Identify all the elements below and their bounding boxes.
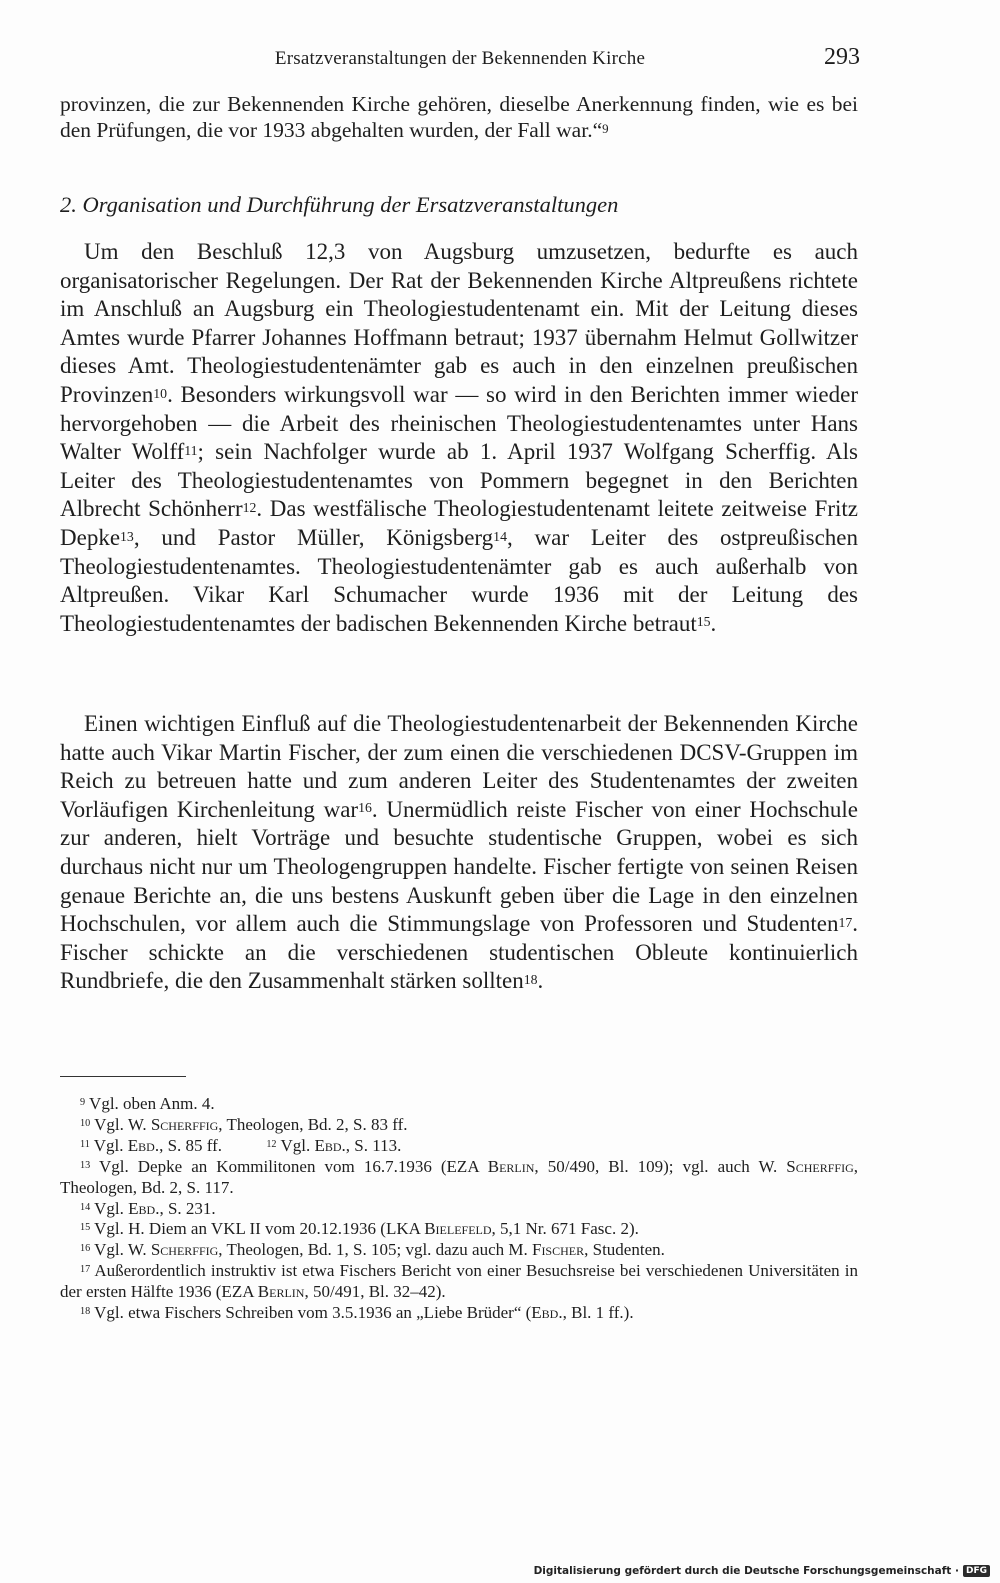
paragraph-text: . Besonders wirkungsvoll war — so wird in den Berichten immer wieder hervorgehoben — die Arbeit des rheinischen Theologiestudentenamtes unter Hans Walter Wolff [60, 381, 858, 465]
footnote-text: , 5,1 Nr. 671 Fasc. 2). [491, 1219, 639, 1239]
footnote-text: Außerordentlich instruktiv ist etwa Fischers Bericht von einer Besuchsreise bei verschiedenen Universitäten in der ersten Hälfte 1936 (EZA [60, 1261, 858, 1302]
footnote-ref: 12 [242, 499, 257, 515]
continuation-text: provinzen, die zur Bekennenden Kirche gehören, dieselbe Anerkennung finden, wie es bei den Prüfungen, die vor 1933 abgehalten wurden, der Fall war.“ [60, 92, 858, 142]
footnote-text: Vgl. W. [94, 1240, 151, 1260]
footnote-author: Scherffig [786, 1156, 854, 1176]
footnote-number: 10 [80, 1117, 91, 1129]
footnote-text: Vgl. [94, 1198, 129, 1218]
footnote [60, 1136, 858, 1157]
footnote-archive: Berlin [257, 1282, 305, 1302]
footnote-ref: 16 [358, 800, 372, 816]
page-number: 293 [824, 44, 860, 70]
footnote-text: , Theologen, Bd. 1, S. 105; vgl. dazu auch M. [218, 1240, 532, 1260]
footnote-text: Vgl. [93, 1135, 128, 1155]
footnote-text: , S. 85 ff. [159, 1135, 223, 1155]
footnote-author: Fischer [531, 1240, 585, 1260]
paragraph-text: ; sein Nachfolger wurde ab 1. April 1937 Wolfgang Scherffig. Als Leiter des Theologiestudentenamtes von Pommern begegnet in den Berichten Albrecht Schönherr [60, 439, 859, 522]
footnote-author: Scherffig [150, 1240, 219, 1260]
footnote-text: Vgl. [280, 1135, 315, 1155]
paragraph-text: , war Leiter des ostpreußischen Theologiestudentenamtes. Theologiestudentenämter gab es auch außerhalb von Altpreußen. Vikar Karl Schumacher wurde 1936 mit der Leitung des Theologiestudentenamtes der badischen Bekennenden Kirche betraut [60, 524, 858, 636]
footnote-text: , Bl. 1 ff.). [562, 1303, 634, 1323]
footnote-archive: Berlin [487, 1156, 535, 1176]
paragraph-text: , und Pastor Müller, Königsberg [133, 524, 494, 550]
footnote-author: Ebd. [128, 1198, 160, 1218]
footnote-ref: 14 [493, 528, 507, 544]
footnote-author: Ebd. [127, 1135, 160, 1155]
paragraph-text: . Fischer schickte an die verschiedenen studentischen Obleute kontinuierlich Rundbriefe, die den Zusammenhalt stärken sollten [60, 911, 858, 994]
paragraph-text: . [710, 610, 717, 636]
running-title: Ersatzveranstaltungen der Bekennenden Kirche [274, 48, 646, 69]
footnote-author: Scherffig [150, 1114, 219, 1134]
paragraph-text: . [537, 968, 544, 994]
footnote [60, 1303, 858, 1324]
paragraph-text: Einen wichtigen Einfluß auf die Theologiestudentenarbeit der Bekennenden Kirche hatte auch Vikar Martin Fischer, der zum einen die verschiedenen DCSV-Gruppen im Reich zu betreuen hatte und zum anderen Leiter des Studentenamtes der zweiten Vorläufigen Kirchenleitung war [60, 711, 858, 822]
paragraph-text: . Das westfälische Theologiestudentenamt leitete zeitweise Fritz Depke [60, 496, 858, 550]
digitization-credit [534, 1565, 990, 1577]
footnote-number: 9 [80, 1096, 86, 1108]
paragraph-1 [60, 238, 858, 638]
paragraph-2 [60, 710, 858, 996]
footnote-ref: 18 [523, 971, 538, 987]
footnote [60, 1115, 858, 1136]
running-head [60, 44, 860, 74]
footnotes [60, 1094, 858, 1324]
footnote-ref: 17 [838, 914, 853, 930]
footnote-number: 18 [80, 1306, 91, 1318]
footnote-text: , S. 231. [159, 1198, 216, 1218]
footnote-number: 12 [266, 1138, 277, 1150]
footnote [60, 1094, 858, 1115]
footnote-text: , Theologen, Bd. 2, S. 83 ff. [218, 1114, 408, 1134]
footnote-number: 15 [80, 1222, 91, 1234]
footnote-ref: 10 [153, 385, 168, 401]
footnote-number: 14 [80, 1201, 91, 1213]
footnote-number: 13 [80, 1159, 91, 1171]
section-heading: 2. Organisation und Durchführung der Ersatzveranstaltungen [60, 192, 619, 217]
footnote-text: Vgl. oben Anm. 4. [89, 1094, 215, 1113]
footnote [60, 1261, 858, 1303]
footnote-text: , Theologen, Bd. 2, S. 117. [60, 1156, 858, 1197]
footnote-text: , S. 113. [345, 1135, 402, 1155]
footnote-text: Vgl. etwa Fischers Schreiben vom 3.5.1936 an „Liebe Brüder“ ( [94, 1303, 532, 1323]
footnote-number: 16 [80, 1243, 91, 1255]
paragraph-text: . Unermüdlich reiste Fischer von einer Hochschule zur anderen, hielt Vorträge und besuchte studentische Gruppen, wobei es sich durchaus nicht nur um Theologengruppen handelte. Fischer fertigte von seinen Reisen genaue Berichte an, die uns bestens Auskunft geben über die Lage in den einzelnen Hochschulen, vor allem auch die Stimmungslage von Professoren und Studenten [60, 796, 858, 937]
continuation-paragraph [60, 91, 858, 143]
footnote-number: 11 [80, 1138, 90, 1150]
footnote-text: , 50/491, Bl. 32–42). [304, 1282, 446, 1302]
footnote-ref: 11 [184, 442, 198, 458]
footnote-text: Vgl. Depke an Kommilitonen vom 16.7.1936 (EZA [98, 1156, 488, 1176]
footnote-text: Vgl. H. Diem an VKL II vom 20.12.1936 (LKA [94, 1219, 425, 1239]
footnote-ref: 9 [602, 121, 609, 136]
paragraph-text: Um den Beschluß 12,3 von Augsburg umzusetzen, bedurfte es auch organisatorischer Regelungen. Der Rat der Bekennenden Kirche Altpreußens richtete im Anschluß an Augsburg ein Theologiestudentenamt ein. Mit der Leitung dieses Amtes wurde Pfarrer Johannes Hoffmann betraut; 1937 übernahm Helmut Gollwitzer dieses Amt. Theologiestudentenämter gab es auch in den einzelnen preußischen Provinzen [60, 239, 858, 407]
footnote-archive: Bielefeld [424, 1219, 492, 1239]
footnote-author: Ebd. [314, 1135, 346, 1155]
footnote [60, 1219, 858, 1240]
footnote-ref: 13 [120, 528, 134, 544]
footnote-text: Vgl. W. [94, 1114, 151, 1134]
footnote-divider [60, 1076, 186, 1077]
digitization-text: Digitalisierung gefördert durch die Deutsche Forschungsgemeinschaft · [533, 1565, 959, 1577]
footnote-text: , 50/490, Bl. 109); vgl. auch W. [534, 1156, 787, 1176]
footnote [60, 1199, 858, 1220]
footnote-text: , Studenten. [584, 1240, 665, 1260]
footnote [60, 1157, 858, 1199]
footnote-number: 17 [80, 1264, 91, 1276]
footnote-ref: 15 [696, 614, 711, 630]
dfg-logo-icon: DFG [963, 1565, 990, 1577]
footnote [60, 1240, 858, 1261]
footnote-author: Ebd. [531, 1303, 563, 1323]
